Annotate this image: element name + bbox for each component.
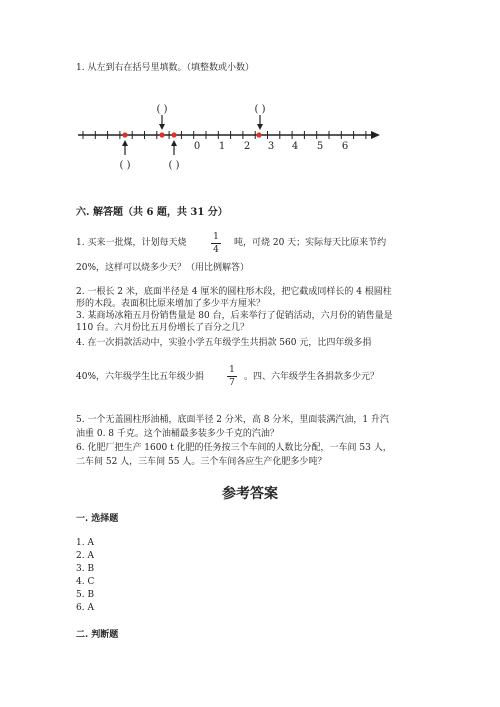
arrow-up-icon [171, 140, 177, 155]
answers-title: 参考答案 [222, 486, 278, 502]
answer-item: 6. A [76, 603, 94, 613]
tick-label-5: 5 [316, 141, 324, 152]
answer-bracket: ( ) [254, 104, 266, 115]
problem-6-line-1: 6. 化肥厂把生产 1600 t 化肥的任务按三个车间的人数比分配，一车间 53 人， [76, 443, 392, 453]
problem-1-line-2: 20%，这样可以烧多少天？（用比例解答） [76, 263, 250, 273]
marker-point [256, 132, 261, 137]
problem-5-line-2: 油重 0. 8 千克。这个油桶最多装多少千克的汽油？ [76, 429, 279, 439]
number-line-labels [194, 141, 348, 152]
answer-bracket: ( ) [168, 160, 180, 171]
arrow-down-icon [257, 115, 263, 130]
problem-6-line-2: 二车间 52 人，三车间 55 人。三个车间各应生产化肥多少吨？ [76, 457, 327, 467]
fraction-one-seventh [227, 365, 237, 388]
tick-label-1: 1 [218, 141, 226, 152]
arrow-down-icon [159, 115, 165, 130]
problem-4-line-2b: 。四、六年级学生各捐款多少元？ [244, 372, 380, 382]
problem-1-line-1b: 吨，可烧 20 天；实际每天比原来节约 [234, 238, 387, 248]
question-1-text: 1. 从左到右在括号里填数。（填整数或小数） [76, 63, 254, 73]
answers-section-1: 一. 选择题 [76, 514, 119, 524]
answer-item: 2. A [76, 551, 94, 561]
problem-3-line-1: 3. 某商场冰箱五月份销售量是 80 台，后来举行了促销活动，六月份的销售量是 [76, 311, 393, 321]
answer-item: 3. B [76, 564, 95, 574]
section-6-heading: 六. 解答题（共 6 题，共 31 分） [76, 207, 228, 218]
problem-2-line-2: 形的木段。表面积比原来增加了多少平方厘米？ [76, 299, 266, 309]
problem-4-line-2a: 40%，六年级学生比五年级少捐 [76, 372, 205, 382]
tick-label-6: 6 [341, 141, 349, 152]
problem-4-line-1: 4. 在一次捐款活动中，实验小学五年级学生共捐款 560 元，比四年级多捐 [76, 338, 372, 348]
marker-point [122, 132, 127, 137]
answer-item: 4. C [76, 577, 95, 587]
answers-section-2: 二. 判断题 [76, 630, 119, 640]
tick-label-4: 4 [291, 141, 299, 152]
arrow-up-icon [122, 140, 128, 155]
answer-item: 5. B [76, 590, 95, 600]
problem-2-line-1: 2. 一根长 2 米，底面半径是 4 厘米的圆柱形木段，把它截成同样长的 4 根圆柱 [76, 287, 392, 297]
problem-1-line-1: 1. 买来一批煤，计划每天烧 [76, 238, 187, 248]
fraction-one-quarter [211, 232, 221, 255]
answer-item: 1. A [76, 538, 94, 548]
problem-3-line-2: 110 台。六月份比五月份增长了百分之几？ [76, 323, 250, 333]
marker-point [159, 132, 164, 137]
number-line [70, 95, 390, 175]
tick-label-0: 0 [193, 141, 201, 152]
fraction-denominator: 7 [229, 378, 235, 388]
answer-bracket: ( ) [119, 160, 131, 171]
problem-5-line-1: 5. 一个无盖圆柱形油桶，底面半径 2 分米，高 8 分米，里面装满汽油，1 升汽 [76, 415, 389, 425]
tick-label-3: 3 [267, 141, 275, 152]
tick-label-2: 2 [243, 141, 251, 152]
fraction-denominator: 4 [213, 245, 219, 255]
fraction-numerator: 1 [229, 365, 235, 375]
marker-point [171, 132, 176, 137]
answer-bracket: ( ) [156, 104, 168, 115]
number-line-arrowhead [371, 131, 380, 139]
fraction-numerator: 1 [213, 232, 219, 242]
